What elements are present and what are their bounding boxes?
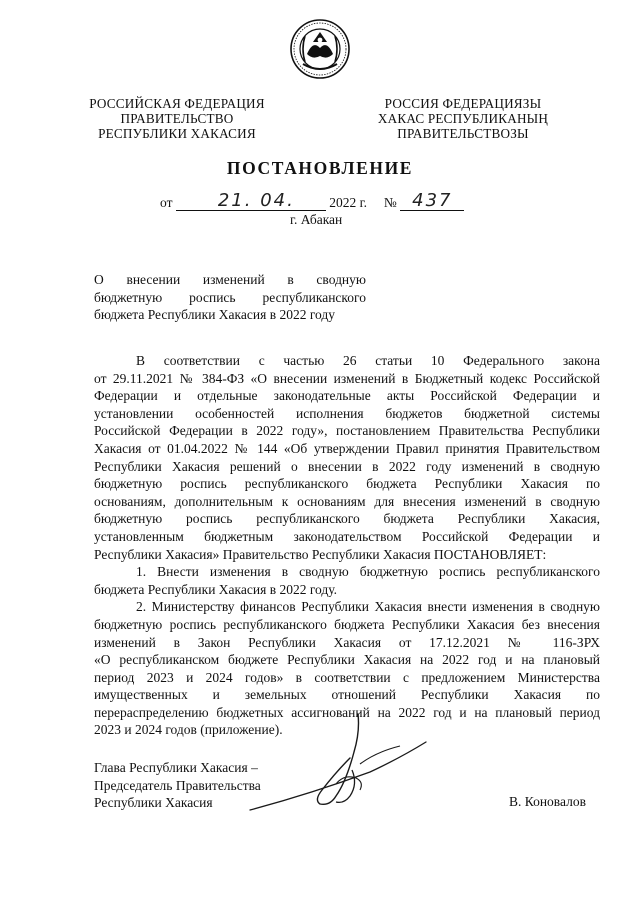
position-line: Председатель Правительства — [94, 777, 261, 793]
handwritten-number: 437 — [412, 190, 453, 211]
body-line: бюджетную роспись республиканского бюджета Республики Хакасия без внесения — [94, 616, 600, 632]
date-field — [176, 190, 326, 211]
body-line: Федерации и отдельные законодательные акты Российской Федерации и — [94, 388, 600, 404]
subject-line: О внесении изменений в сводную — [94, 272, 366, 287]
body-line: бюджетную роспись республиканского бюджета Республики Хакасия, — [94, 511, 600, 527]
body-line: имущественных и земельных отношений Республики Хакасия по — [94, 687, 600, 703]
body-line: изменений в Закон Республики Хакасия от 17.12.2021 № 116-ЗРХ — [94, 634, 600, 650]
body-line: основаниям, дополнительным к основаниям для внесения изменений в сводную — [94, 493, 600, 509]
body-line: установлении особенностей исполнения бюджетов бюджетной системы — [94, 405, 600, 421]
body-line: Хакасия от 01.04.2022 № 144 «Об утверждении Правил принятия Правительством — [94, 440, 600, 456]
body-line: бюджетную роспись республиканского бюджета Республики Хакасия по — [94, 476, 600, 492]
body-line: 1. Внести изменения в сводную бюджетную роспись республиканского — [136, 564, 600, 580]
date-prefix: от — [160, 195, 173, 210]
header-right-line: ХАКАС РЕСПУБЛИКАНЫҢ — [377, 111, 549, 127]
body-line: Республики Хакасия решений о внесении в 2022 году изменений в сводную — [94, 458, 600, 474]
header-right-line: ПРАВИТЕЛЬСТВОЗЫ — [397, 126, 529, 142]
header-right — [368, 96, 558, 142]
body-line: установленным бюджетным законодательством Российской Федерации и — [94, 528, 600, 544]
header-right-line: РОССИЯ ФЕДЕРАЦИЯЗЫ — [384, 96, 542, 111]
body-line: от 29.11.2021 № 384-ФЗ «О внесении изменений в Бюджетный кодекс Российской — [94, 370, 600, 386]
signatory-name: В. Коновалов — [509, 794, 586, 809]
subject-line: бюджетную роспись республиканского — [94, 289, 366, 305]
subject-line: бюджета Республики Хакасия в 2022 году — [94, 307, 336, 323]
body-line: Российской Федерации в 2022 году», постановлением Правительства Республики — [94, 423, 600, 439]
signatory-position — [94, 759, 261, 812]
document-title: ПОСТАНОВЛЕНИЕ — [226, 158, 414, 178]
body-line: Республики Хакасия» Правительство Республики Хакасия ПОСТАНОВЛЯЕТ: — [94, 546, 547, 562]
body-line: 2. Министерству финансов Республики Хакасия внести изменения в сводную — [136, 599, 600, 615]
body-line: В соответствии с частью 26 статьи 10 Федерального закона — [136, 353, 600, 368]
year-text: 2022 г. — [329, 195, 367, 210]
coat-of-arms-emblem — [289, 18, 351, 80]
header-left-line: РЕСПУБЛИКИ ХАКАСИЯ — [98, 126, 256, 142]
position-line: Республики Хакасия — [94, 795, 213, 811]
city: г. Абакан — [290, 212, 343, 227]
body-line: период 2023 и 2024 годов» в соответствии с предложением Министерства — [94, 669, 600, 685]
handwritten-signature — [240, 712, 430, 822]
handwritten-date: 21. 04. — [217, 190, 295, 211]
body-line: бюджета Республики Хакасия в 2022 году. — [94, 581, 338, 597]
body-line: 2023 и 2024 годов (приложение). — [94, 722, 283, 738]
number-sign: № — [383, 195, 397, 210]
header-left-line: РОССИЙСКАЯ ФЕДЕРАЦИЯ — [89, 96, 265, 111]
body-line: «О республиканском бюджете Республики Хакасия на 2022 год и на плановый — [94, 652, 600, 668]
body-line: перераспределению бюджетных ассигнований на 2022 год и на плановый период — [94, 704, 600, 720]
document-subject — [94, 271, 366, 324]
position-line: Глава Республики Хакасия – — [94, 760, 258, 775]
date-line — [160, 190, 464, 211]
header-left-line: ПРАВИТЕЛЬСТВО — [120, 111, 234, 127]
header-left — [82, 96, 272, 142]
document-body — [94, 352, 600, 739]
number-field — [400, 190, 464, 211]
